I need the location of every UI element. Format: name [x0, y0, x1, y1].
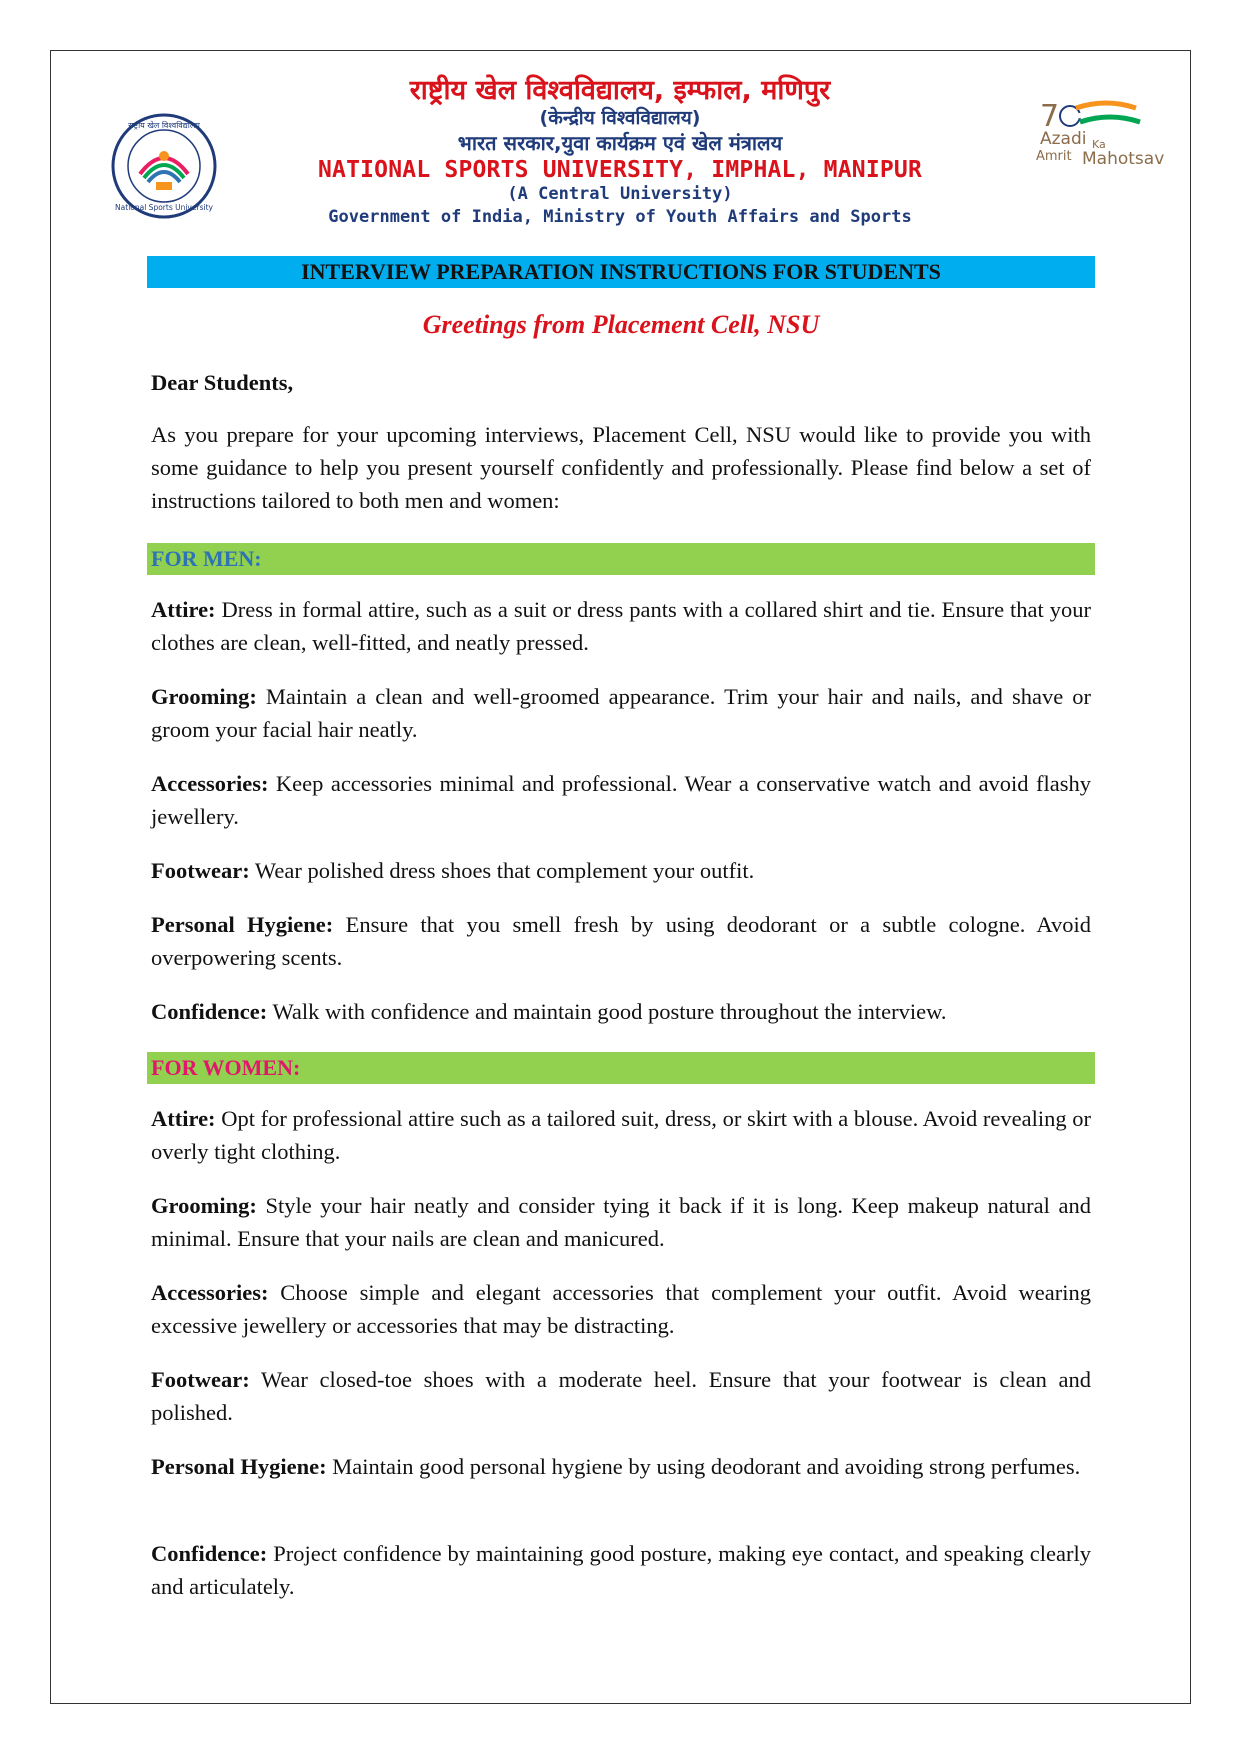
men-item-accessories	[151, 767, 1091, 833]
item-label: Footwear:	[151, 1367, 250, 1392]
item-text: Project confidence by maintaining good posture, making eye contact, and speaking clearly and articulately.	[151, 1541, 1092, 1599]
item-label: Confidence:	[151, 1541, 268, 1566]
hindi-central-university: (केन्द्रीय विश्वविद्यालय)	[539, 107, 701, 129]
item-label: Attire:	[151, 597, 216, 622]
english-ministry: Government of India, Ministry of Youth Affairs and Sports	[328, 207, 912, 227]
men-item-confidence	[151, 995, 1091, 1028]
svg-text:Ka: Ka	[1092, 138, 1106, 151]
svg-text:7: 7	[1040, 99, 1060, 134]
hindi-ministry: भारत सरकार,युवा कार्यक्रम एवं खेल मंत्रालय	[457, 131, 783, 155]
women-item-grooming	[151, 1189, 1091, 1255]
women-item-footwear	[151, 1363, 1091, 1429]
item-text: Dress in formal attire, such as a suit or dress pants with a collared shirt and tie. Ensure that your clothes are clean, well-fitted, and neatly pressed.	[151, 597, 1092, 655]
item-label: Personal Hygiene:	[151, 1454, 327, 1479]
svg-text:राष्ट्रीय खेल विश्वविद्यालय: राष्ट्रीय खेल विश्वविद्यालय	[128, 121, 200, 130]
nsu-seal-logo	[110, 112, 218, 220]
svg-text:Amrit: Amrit	[1036, 149, 1072, 164]
azadi-ka-amrit-mahotsav-logo	[1036, 98, 1186, 170]
english-university-title: NATIONAL SPORTS UNIVERSITY, IMPHAL, MANIPUR	[317, 157, 923, 183]
svg-text:Mahotsav: Mahotsav	[1082, 149, 1165, 169]
item-text: Wear polished dress shoes that complement your outfit.	[254, 858, 755, 883]
svg-text:National Sports University: National Sports University	[115, 203, 213, 212]
item-label: Grooming:	[151, 1193, 257, 1218]
item-text: Ensure that you smell fresh by using deodorant or a subtle cologne. Avoid overpowering scents.	[151, 912, 1091, 970]
item-text: Keep accessories minimal and professional. Wear a conservative watch and avoid flashy jewellery.	[151, 771, 1091, 829]
item-label: Confidence:	[151, 999, 268, 1024]
women-item-hygiene	[151, 1450, 1091, 1483]
item-label: Footwear:	[151, 858, 250, 883]
item-text: Maintain a clean and well-groomed appearance. Trim your hair and nails, and shave or groom your facial hair neatly.	[151, 684, 1092, 742]
english-central-university: (A Central University)	[507, 184, 733, 204]
item-label: Personal Hygiene:	[151, 912, 334, 937]
salutation: Dear Students,	[151, 370, 294, 395]
men-item-hygiene	[151, 908, 1091, 974]
men-item-attire	[151, 593, 1091, 659]
item-label: Accessories:	[151, 771, 269, 796]
women-item-attire	[151, 1102, 1091, 1168]
men-section-heading: FOR MEN:	[147, 543, 1095, 575]
item-text: Walk with confidence and maintain good posture throughout the interview.	[272, 999, 947, 1024]
item-text: Opt for professional attire such as a tailored suit, dress, or skirt with a blouse. Avoid revealing or overly tight clothing.	[151, 1106, 1091, 1164]
svg-text:Azadi: Azadi	[1040, 129, 1087, 149]
hindi-university-title: राष्ट्रीय खेल विश्वविद्यालय, इम्फाल, मणिपुर	[409, 75, 831, 106]
instructions-banner: INTERVIEW PREPARATION INSTRUCTIONS FOR STUDENTS	[147, 256, 1095, 288]
women-item-accessories	[151, 1276, 1091, 1342]
item-label: Grooming:	[151, 684, 257, 709]
item-label: Attire:	[151, 1106, 216, 1131]
item-text: Choose simple and elegant accessories that complement your outfit. Avoid wearing excessive jewellery or accessories that may be distracting.	[151, 1280, 1092, 1338]
women-item-confidence	[151, 1537, 1091, 1603]
item-text: Maintain good personal hygiene by using deodorant and avoiding strong perfumes.	[332, 1454, 1081, 1479]
greeting-line: Greetings from Placement Cell, NSU	[422, 310, 820, 339]
men-item-footwear	[151, 854, 1091, 887]
intro-paragraph: As you prepare for your upcoming interviews, Placement Cell, NSU would like to provide you with some guidance to help you present yourself confidently and professionally. Please find below a set of instructions tailored to both men and women:	[151, 422, 1091, 513]
item-label: Accessories:	[151, 1280, 269, 1305]
women-section-heading: FOR WOMEN:	[147, 1052, 1095, 1084]
item-text: Wear closed-toe shoes with a moderate heel. Ensure that your footwear is clean and polished.	[151, 1367, 1091, 1425]
men-item-grooming	[151, 680, 1091, 746]
item-text: Style your hair neatly and consider tying it back if it is long. Keep makeup natural and minimal. Ensure that your nails are clean and manicured.	[151, 1193, 1092, 1251]
